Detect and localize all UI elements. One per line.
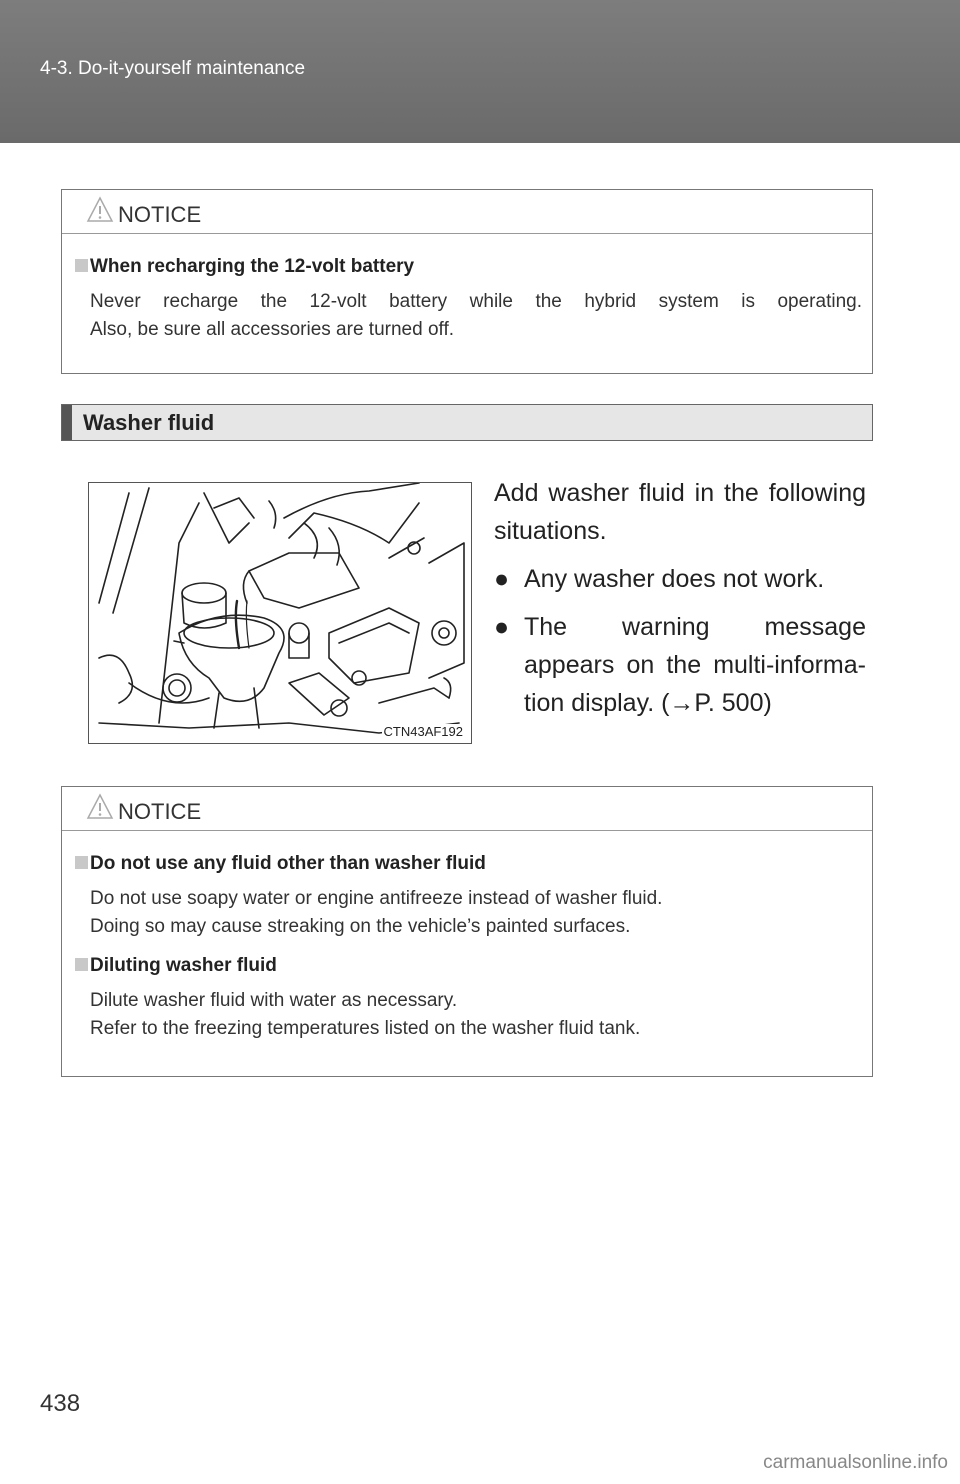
notice-item-body [90,987,872,1043]
notice-body-line: Refer to the freezing temperatures listed on the washer fluid tank. [90,1018,641,1039]
bullet-line: The warning message [524,613,866,641]
notice-item-title: When recharging the 12-volt battery [90,256,415,277]
notice-item [62,853,872,941]
section-title: Washer fluid [83,410,215,435]
warning-triangle-icon [86,196,114,224]
filled-circle-icon: ● [494,613,510,641]
bullet-line: appears on the multi-informa- [524,651,866,679]
notice-body-line: Also, be sure all accessories are turned off. [90,319,455,340]
engine-bay-drawing [89,483,471,743]
page-number: 438 [40,1390,81,1417]
washer-fluid-illustration [88,482,472,744]
bullet-item [494,560,866,598]
intro-paragraph: Add washer fluid in the following situations. [494,479,866,545]
page-header [0,0,960,143]
figure-code: CTN43AF192 [383,724,463,739]
notice-body-line: Never recharge the 12-volt battery while the hybrid system is operating. [90,291,862,312]
heading-bar [62,405,72,440]
notice-item-body [90,885,872,941]
notice-box-washer-fluid [61,786,873,1077]
bullet-item [494,608,866,722]
notice-item-title: Diluting washer fluid [90,955,277,976]
notice-item-title: Do not use any fluid other than washer fluid [90,853,486,874]
notice-item [62,955,872,1043]
notice-label: NOTICE [118,799,202,824]
notice-item-body [90,288,872,344]
gray-square-icon [75,259,88,272]
notice-header [62,190,872,234]
gray-square-icon [75,856,88,869]
bullet-line: tion display. (→P. 500) [524,689,772,717]
section-breadcrumb: 4-3. Do-it-yourself maintenance [40,58,306,79]
footer-watermark: carmanualsonline.info [763,1452,948,1473]
notice-label: NOTICE [118,202,202,227]
gray-square-icon [75,958,88,971]
notice-body-line: Do not use soapy water or engine antifreeze instead of washer fluid. [90,888,663,909]
notice-item [62,256,872,344]
warning-triangle-icon [86,793,114,821]
filled-circle-icon: ● [494,565,510,593]
notice-body-line: Dilute washer fluid with water as necessary. [90,990,458,1011]
notice-box-battery [61,189,873,374]
washer-fluid-text [494,474,866,722]
section-heading [61,404,873,441]
bullet-text: Any washer does not work. [524,565,825,593]
notice-header [62,787,872,831]
notice-body-line: Doing so may cause streaking on the vehicle’s painted surfaces. [90,916,631,937]
